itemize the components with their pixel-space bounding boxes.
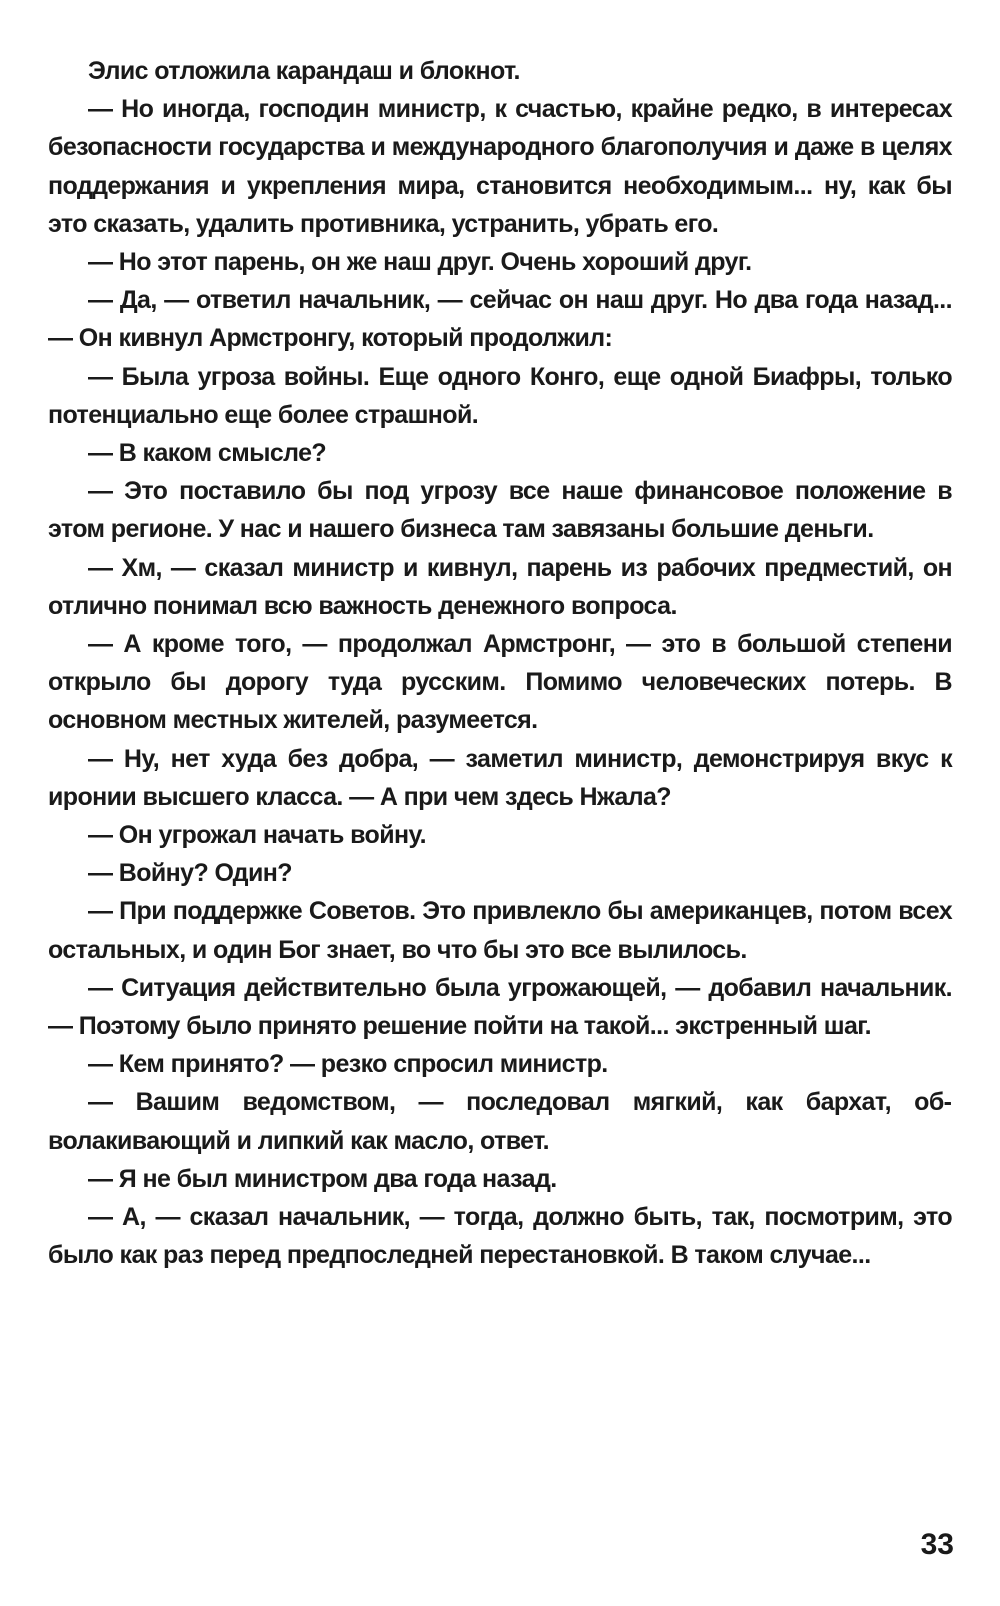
page-body-text [48,52,952,1275]
page-number: 33 [920,1528,954,1561]
paragraph-6: — В каком смысле? [88,439,327,468]
paragraph-10: — Ну, нет худа без добра, — заметил министр, демонстрируя вкус к иронии высшего класса. — А при чем здесь Нжала? [48,744,952,811]
paragraph-18: — А, — сказал начальник, — тогда, должно быть, так, посмотрим, это было как раз перед предпоследней перестановкой. В таком случае... [48,1203,952,1270]
paragraph-1: Элис отложила карандаш и блокнот. [88,57,520,85]
paragraph-2: — Но иногда, господин министр, к счастью, крайне редко, в интересах безопасности государства и международного благополучия и даже в целях поддержания и укрепления мира, становится необходимым... ну, как бы это сказать, удалить противника, устранить, убрать его. [48,95,952,238]
paragraph-7: — Это поставило бы под угрозу все наше финансовое положение в этом регионе. У нас и нашего бизнеса там завязаны большие деньги. [48,477,952,544]
paragraph-5: — Была угроза войны. Еще одного Конго, еще одной Биафры, только потенциально еще более страшной. [48,362,952,429]
paragraph-15: — Кем принято? — резко спросил министр. [88,1050,608,1079]
paragraph-13: — При поддержке Советов. Это привлекло бы американцев, потом всех остальных, и один Бог знает, во что бы это все вылилось. [48,897,952,964]
paragraph-8: — Хм, — сказал министр и кивнул, парень из рабочих предместий, он отлично понимал всю важность денежного вопроса. [48,553,952,620]
paragraph-3: — Но этот парень, он же наш друг. Очень хороший друг. [88,248,752,277]
paragraph-12: — Войну? Один? [88,859,292,888]
paragraph-11: — Он угрожал начать войну. [88,821,426,850]
paragraph-17: — Я не был министром два года назад. [88,1164,557,1193]
paragraph-9: — А кроме того, — продолжал Армстронг, — это в большой степени открыло бы дорогу туда русским. Помимо человеческих потерь. В основном местных жителей, разумеется. [48,630,952,735]
paragraph-16: — Вашим ведомством, — последовал мягкий, как бархат, обволакивающий и липкий как масло, ответ. [48,1088,952,1155]
paragraph-14: — Ситуация действительно была угрожающей, — добавил начальник. — Поэтому было принято решение пойти на такой... экстренный шаг. [48,973,952,1041]
paragraph-4: — Да, — ответил начальник, — сейчас он наш друг. Но два года назад... — Он кивнул Армстронгу, который продолжил: [48,286,952,353]
